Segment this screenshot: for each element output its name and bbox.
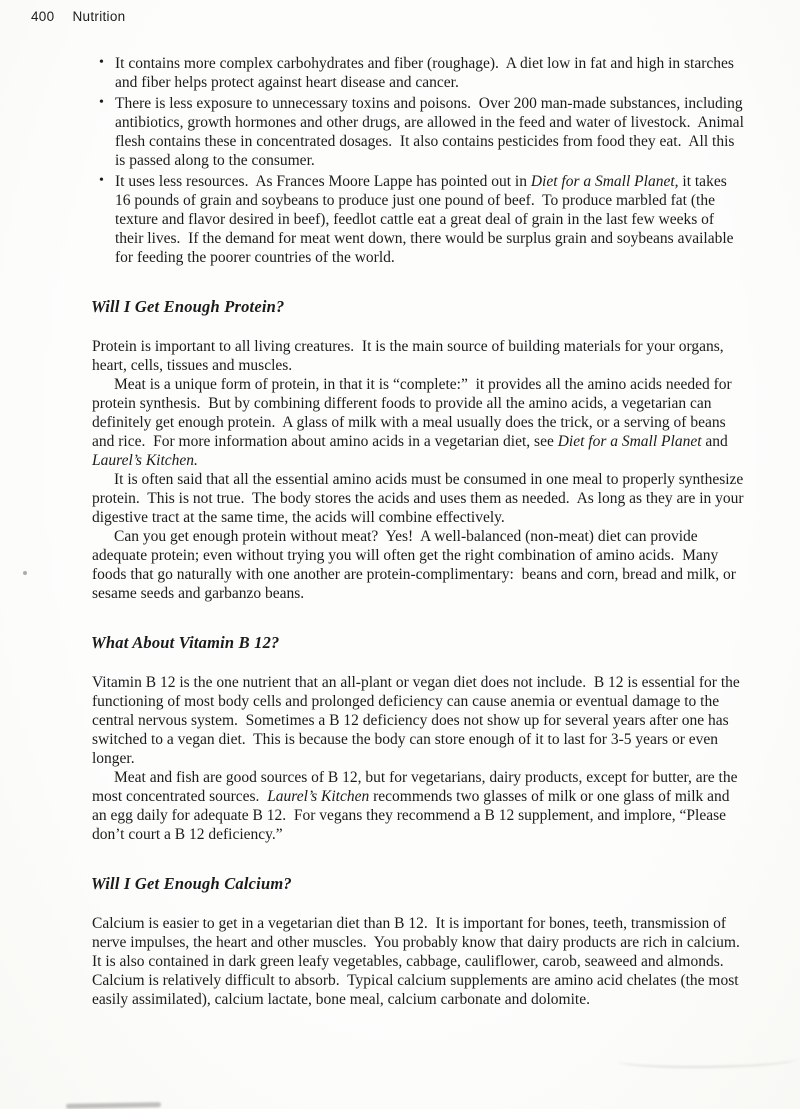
bullet-list bbox=[99, 54, 748, 267]
bullet-item bbox=[100, 54, 744, 92]
paragraph bbox=[92, 470, 748, 527]
paragraph bbox=[92, 914, 748, 1009]
bullet-item bbox=[100, 172, 744, 267]
bullet-icon: • bbox=[99, 173, 104, 188]
text-run: It contains more complex carbohydrates and fiber (roughage). A diet low in fat and high in starches and fiber helps protect against heart disease and cancer. bbox=[115, 55, 738, 91]
text-run: Laurel’s Kitchen bbox=[267, 788, 370, 805]
bullet-icon: • bbox=[99, 55, 104, 70]
scan-corner-artifact bbox=[618, 1052, 798, 1068]
text-run: it takes 16 pounds of grain and soybeans to produce just one pound of beef. To produce marbled fat (the texture and flavor desired in beef), feedlot cattle eat a great deal of grain in the last few weeks of their lives. If the demand for meat went down, there would be surplus grain and soybeans available for feeding the poorer countries of the world. bbox=[115, 173, 738, 266]
text-run: It uses less resources. As Frances Moore Lappe has pointed out in bbox=[115, 173, 531, 190]
chapter-title: Nutrition bbox=[72, 9, 126, 24]
text-run: recommends two glasses of milk or one glass of milk and an egg daily for adequate B 12. For vegans they recommend a B 12 supplement, and implore, “Please don’t court a B 12 deficiency.” bbox=[92, 788, 734, 843]
paragraph bbox=[92, 375, 744, 470]
text-run: It is often said that all the essential amino acids must be consumed in one meal to properly synthesize protein. This is not true. The body stores the acids and uses them as needed. As long as they are in your digestive tract at the same time, the acids will combine effectively. bbox=[92, 471, 748, 526]
text-run: Protein is important to all living creatures. It is the main source of building materials for your organs, heart, cells, tissues and muscles. bbox=[92, 338, 728, 374]
text-run: Diet for a Small Planet bbox=[557, 433, 702, 450]
paragraph bbox=[92, 527, 744, 603]
section-heading: Will I Get Enough Protein? bbox=[91, 297, 285, 316]
running-head bbox=[31, 9, 125, 24]
paragraph bbox=[92, 768, 744, 844]
text-run: Can you get enough protein without meat? Yes! A well-balanced (non-meat) diet can provide adequate protein; even without trying you will often get the right combination of amino acids. Many foods that go naturally with one another are protein-complimentary: beans and corn, bread and milk, or sesame seeds and garbanzo beans. bbox=[92, 528, 740, 602]
page-content bbox=[91, 54, 748, 1009]
bullet-text bbox=[115, 55, 738, 91]
bullet-item bbox=[99, 94, 748, 170]
text-run: There is less exposure to unnecessary toxins and poisons. Over 200 man-made substances, including antibiotics, growth hormones and other drugs, are allowed in the feed and water of livestock. Animal flesh contains these in concentrated dosages. It also contains pesticides from food they eat. All this is passed along to the consumer. bbox=[115, 95, 748, 169]
section-heading: What About Vitamin B 12? bbox=[91, 633, 280, 652]
paragraph bbox=[92, 337, 744, 375]
section-heading: Will I Get Enough Calcium? bbox=[91, 874, 292, 893]
page-number: 400 bbox=[31, 9, 55, 24]
text-run: Meat and fish are good sources of B 12, but for vegetarians, dairy products, except for butter, are the most concentrated sources. bbox=[92, 769, 742, 805]
text-run: Meat is a unique form of protein, in that it is “complete:” it provides all the amino acids needed for protein synthesis. But by combining different foods to provide all the amino acids, a vegetarian can definitely get enough protein. A glass of milk with a meal usually does the trick, or a serving of beans and rice. For more information about amino acids in a vegetarian diet, see bbox=[92, 376, 736, 450]
bullet-text bbox=[115, 95, 748, 169]
scan-speck-artifact bbox=[23, 571, 27, 575]
text-run: Calcium is easier to get in a vegetarian diet than B 12. It is important for bones, teeth, transmission of nerve impulses, the heart and other muscles. You probably know that dairy products are rich in calcium. It is also contained in dark green leafy vegetables, cabbage, cauliflower, carob, seaweed and almonds. Calcium is relatively difficult to absorb. Typical calcium supplements are amino acid chelates (the most easily assimilated), calcium lactate, bone meal, calcium carbonate and dolomite. bbox=[92, 915, 748, 1008]
bullet-icon: • bbox=[99, 95, 104, 110]
bullet-text bbox=[115, 173, 737, 266]
text-run: and bbox=[701, 433, 732, 450]
paragraph bbox=[92, 673, 744, 768]
scan-smudge-artifact bbox=[66, 1102, 161, 1109]
text-run: Laurel’s Kitchen. bbox=[92, 452, 198, 469]
text-run: Diet for a Small Planet, bbox=[530, 173, 679, 190]
text-run: Vitamin B 12 is the one nutrient that an all-plant or vegan diet does not include. B 12 is essential for the functioning of most body cells and prolonged deficiency can cause anemia or eventual damage to the central nervous system. Sometimes a B 12 deficiency does not show up for several years after one has switched to a vegan diet. This is because the body can store enough of it to last for 3-5 years or even longer. bbox=[92, 674, 744, 767]
